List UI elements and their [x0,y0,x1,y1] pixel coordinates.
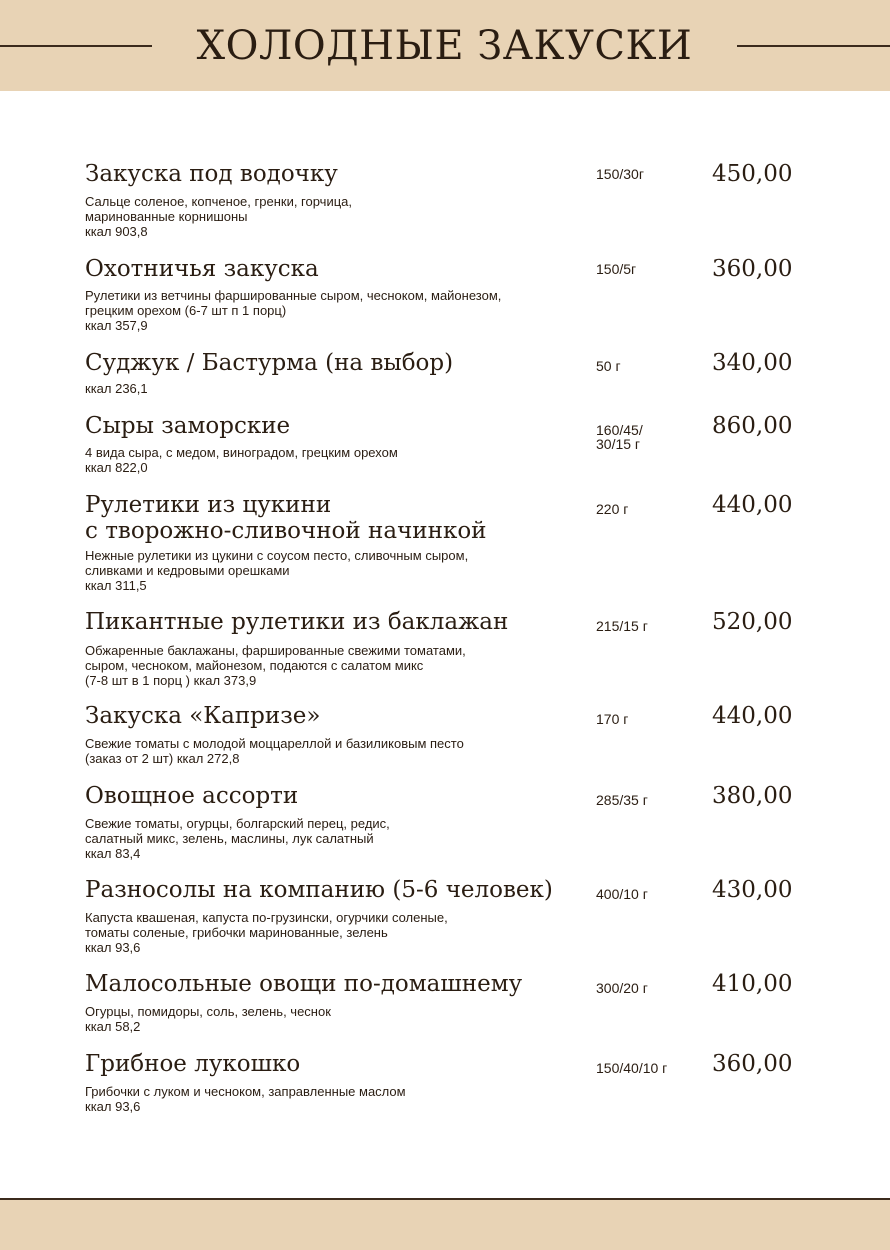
dish-description: Свежие томаты, огурцы, болгарский перец, редис, салатный микс, зелень, маслины, лук салатный ккал 83,4 [85,816,390,861]
dish-name: Малосольные овощи по-домашнему [85,971,523,997]
dish-description: Грибочки с луком и чесноком, заправленные маслом ккал 93,6 [85,1084,406,1114]
dish-weight: 150/5г [596,261,637,277]
dish-description: 4 вида сыра, с медом, виноградом, грецким орехом ккал 822,0 [85,445,398,475]
dish-name: Сыры заморские [85,413,291,439]
dish-weight: 150/30г [596,166,644,182]
dish-description: Сальце соленое, копченое, гренки, горчица, маринованные корнишоны ккал 903,8 [85,194,353,239]
dish-description: Обжаренные баклажаны, фаршированные свежими томатами, сыром, чесноком, майонезом, подаются с салатом микс (7-8 шт в 1 порц ) ккал 373,9 [85,643,466,688]
header-rule-right [737,45,890,47]
dish-name: Охотничья закуска [85,256,319,282]
dish-description: Рулетики из ветчины фаршированные сыром, чесноком, майонезом, грецким орехом (6-7 шт п 1 порц) ккал 357,9 [85,288,502,333]
dish-price: 440,00 [712,703,793,729]
dish-weight: 170 г [596,711,629,727]
dish-name: Закуска под водочку [85,161,338,187]
dish-weight: 160/45/ 30/15 г [596,422,643,452]
page-footer [0,1198,890,1250]
dish-price: 440,00 [712,492,793,518]
dish-weight: 220 г [596,501,629,517]
dish-price: 360,00 [712,1051,793,1077]
dish-name: Рулетики из цукини с творожно-сливочной начинкой [85,492,487,544]
dish-price: 360,00 [712,256,793,282]
page-header [0,0,890,91]
dish-name: Суджук / Бастурма (на выбор) [85,350,454,376]
dish-name: Овощное ассорти [85,783,299,809]
header-rule-left [0,45,152,47]
page-title: ХОЛОДНЫЕ ЗАКУСКИ [196,23,693,69]
dish-description: ккал 236,1 [85,381,148,396]
dish-description: Свежие томаты с молодой моццареллой и базиликовым песто (заказ от 2 шт) ккал 272,8 [85,736,464,766]
dish-price: 860,00 [712,413,793,439]
dish-description: Огурцы, помидоры, соль, зелень, чеснок ккал 58,2 [85,1004,331,1034]
dish-price: 410,00 [712,971,793,997]
dish-weight: 300/20 г [596,980,648,996]
dish-weight: 150/40/10 г [596,1060,668,1076]
dish-weight: 215/15 г [596,618,648,634]
dish-price: 520,00 [712,609,793,635]
dish-price: 430,00 [712,877,793,903]
dish-weight: 400/10 г [596,886,648,902]
dish-weight: 285/35 г [596,792,648,808]
dish-name: Разносолы на компанию (5-6 человек) [85,877,553,903]
dish-weight: 50 г [596,358,621,374]
dish-name: Закуска «Капризе» [85,703,321,729]
dish-price: 450,00 [712,161,793,187]
dish-price: 340,00 [712,350,793,376]
dish-description: Капуста квашеная, капуста по-грузински, огурчики соленые, томаты соленые, грибочки маринованные, зелень ккал 93,6 [85,910,448,955]
dish-name: Грибное лукошко [85,1051,301,1077]
dish-description: Нежные рулетики из цукини с соусом песто, сливочным сыром, сливками и кедровыми орешками ккал 311,5 [85,548,469,593]
dish-name: Пикантные рулетики из баклажан [85,609,509,635]
dish-price: 380,00 [712,783,793,809]
